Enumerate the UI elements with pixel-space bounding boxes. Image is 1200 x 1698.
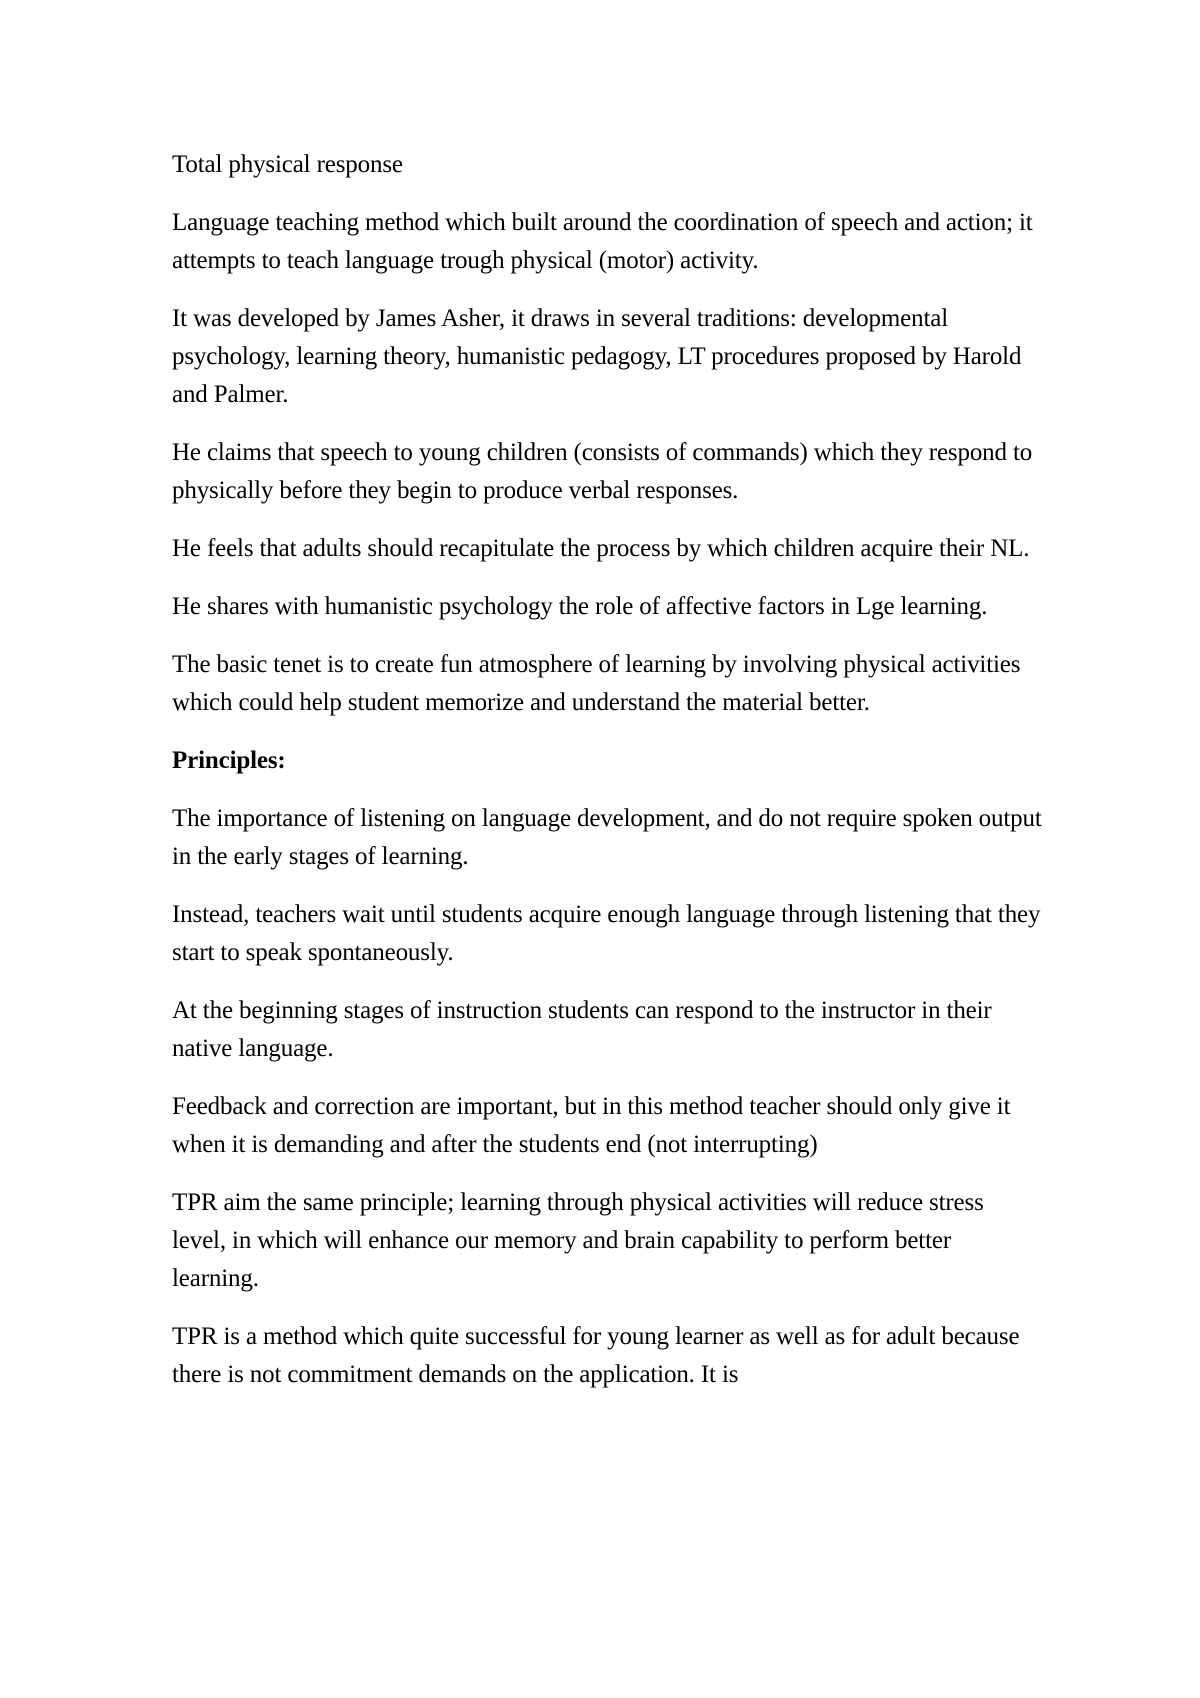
principles-heading: Principles:: [172, 747, 286, 774]
principle-feedback: Feedback and correction are important, but in this method teacher should only give it when it is demanding and after the students end (not interrupting): [172, 1093, 1011, 1158]
principle-listening: The importance of listening on language development, and do not require spoken output in the early stages of learning.: [172, 805, 1042, 870]
document-title: Total physical response: [172, 151, 403, 178]
paragraph-adults: He feels that adults should recapitulate the process by which children acquire their NL.: [172, 535, 1030, 562]
principle-native-language: At the beginning stages of instruction students can respond to the instructor in their native language.: [172, 997, 992, 1062]
paragraph-children-speech: He claims that speech to young children (consists of commands) which they respond to physically before they begin to produce verbal responses.: [172, 439, 1033, 504]
paragraph-basic-tenet: The basic tenet is to create fun atmosphere of learning by involving physical activities which could help student memorize and understand the material better.: [172, 651, 1021, 716]
document-body: [172, 146, 1042, 1414]
principle-stress-reduction: TPR aim the same principle; learning through physical activities will reduce stress level, in which will enhance our memory and brain capability to perform better learning.: [172, 1189, 984, 1292]
paragraph-affective-factors: He shares with humanistic psychology the role of affective factors in Lge learning.: [172, 593, 988, 620]
paragraph-definition: Language teaching method which built around the coordination of speech and action; it attempts to teach language trough physical (motor) activity.: [172, 209, 1033, 274]
paragraph-origin: It was developed by James Asher, it draws in several traditions: developmental psychology, learning theory, humanistic pedagogy, LT procedures proposed by Harold and Palmer.: [172, 305, 1022, 408]
principle-waiting: Instead, teachers wait until students acquire enough language through listening that they start to speak spontaneously.: [172, 901, 1041, 966]
principle-success: TPR is a method which quite successful for young learner as well as for adult because there is not commitment demands on the application. It is: [172, 1323, 1020, 1388]
